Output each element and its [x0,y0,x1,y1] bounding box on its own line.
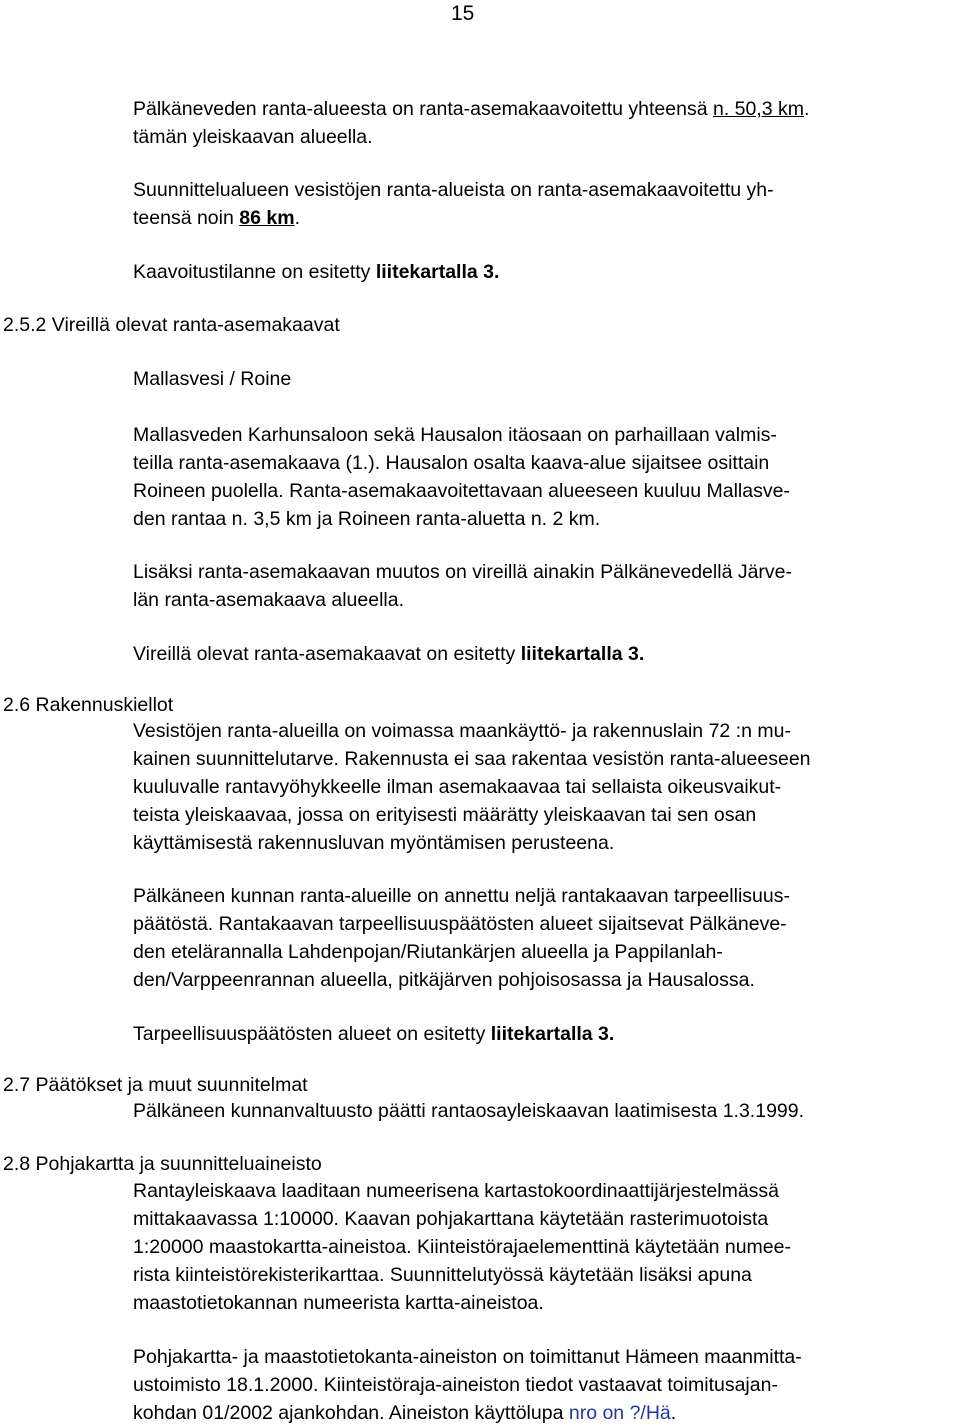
text-line: päätöstä. Rantakaavan tarpeellisuuspäätösten alueet sijaitsevat Pälkäneve- [133,913,787,935]
section-heading: 2.8 Pohjakartta ja suunnitteluaineisto [3,1153,322,1175]
permit-link[interactable]: nro on ?/Hä [568,1402,671,1424]
text-line: den rantaa n. 3,5 km ja Roineen ranta-aluetta n. 2 km. [133,508,601,530]
map-reference: liitekartalla 3. [520,643,645,665]
section-heading: 2.6 Rakennuskiellot [3,694,174,716]
text-line: teilla ranta-asemakaava (1.). Hausalon osalta kaava-alue sijaitsee osittain [133,452,770,474]
map-reference: liitekartalla 3. [375,261,500,283]
text-line: Vireillä olevat ranta-asemakaavat on esitetty liitekartalla 3. [133,643,645,665]
text-line: Kaavoitustilanne on esitetty liitekartalla 3. [133,261,500,283]
text-line: Vesistöjen ranta-alueilla on voimassa maankäyttö- ja rakennuslain 72 :n mu- [133,720,791,742]
text-line: Pälkäneen kunnanvaltuusto päätti rantaosayleiskaavan laatimisesta 1.3.1999. [133,1100,805,1122]
underlined-value: n. 50,3 km [712,98,805,120]
text-line: Suunnittelualueen vesistöjen ranta-alueista on ranta-asemakaavoitettu yh- [133,179,774,201]
text-line: maastotietokannan numeerista kartta-aineistoa. [133,1292,544,1314]
text-line: län ranta-asemakaava alueella. [133,589,405,611]
text-line: Mallasveden Karhunsaloon sekä Hausalon itäosaan on parhaillaan valmis- [133,424,777,446]
text-line: kainen suunnittelutarve. Rakennusta ei saa rakentaa vesistön ranta-alueeseen [133,748,811,770]
section-heading: 2.5.2 Vireillä olevat ranta-asemakaavat [3,314,340,336]
text-line: 1:20000 maastokartta-aineistoa. Kiinteistörajaelementtinä käytetään numee- [133,1236,791,1258]
text-line: den etelärannalla Lahdenpojan/Riutankärjen alueella ja Pappilanlah- [133,941,723,963]
text-line: teensä noin 86 km. [133,207,300,229]
text-line: teista yleiskaavaa, jossa on erityisesti määrätty yleiskaavan tai sen osan [133,804,757,826]
subheading: Mallasvesi / Roine [133,368,292,390]
text-line: mittakaavassa 1:10000. Kaavan pohjakarttana käytetään rasterimuotoista [133,1208,769,1230]
text-line: Lisäksi ranta-asemakaavan muutos on vireillä ainakin Pälkänevedellä Järve- [133,561,793,583]
section-heading: 2.7 Päätökset ja muut suunnitelmat [3,1074,308,1096]
text-line: rista kiinteistörekisterikarttaa. Suunnittelutyössä käytetään lisäksi apuna [133,1264,752,1286]
text-line: Rantayleiskaava laaditaan numeerisena kartastokoordinaattijärjestelmässä [133,1180,780,1202]
text-line: Pohjakartta- ja maastotietokanta-aineiston on toimittanut Hämeen maanmitta- [133,1346,802,1368]
map-reference: liitekartalla 3. [490,1023,615,1045]
page-number: 15 [451,2,475,25]
text-line: tämän yleiskaavan alueella. [133,126,373,148]
text-line: den/Varppeenrannan alueella, pitkäjärven pohjoisosassa ja Hausalossa. [133,969,755,991]
text-line: ustoimisto 18.1.2000. Kiinteistöraja-aineiston tiedot vastaavat toimitusajan- [133,1374,778,1396]
text-line: Roineen puolella. Ranta-asemakaavoitettavaan alueeseen kuuluu Mallasve- [133,480,790,502]
text-line: käyttämisestä rakennusluvan myöntämisen perusteena. [133,832,615,854]
text-line: kohdan 01/2002 ajankohdan. Aineiston käyttölupa nro on ?/Hä. [133,1402,677,1424]
text-line: Pälkäneen kunnan ranta-alueille on annettu neljä rantakaavan tarpeellisuus- [133,885,790,907]
text-line: kuuluvalle rantavyöhykkeelle ilman asemakaavaa tai sellaista oikeusvaikut- [133,776,782,798]
text-line: Tarpeellisuuspäätösten alueet on esitetty liitekartalla 3. [133,1023,615,1045]
underlined-value: 86 km [239,207,295,229]
text-line: Pälkäneveden ranta-alueesta on ranta-asemakaavoitettu yhteensä n. 50,3 km. [133,98,810,120]
